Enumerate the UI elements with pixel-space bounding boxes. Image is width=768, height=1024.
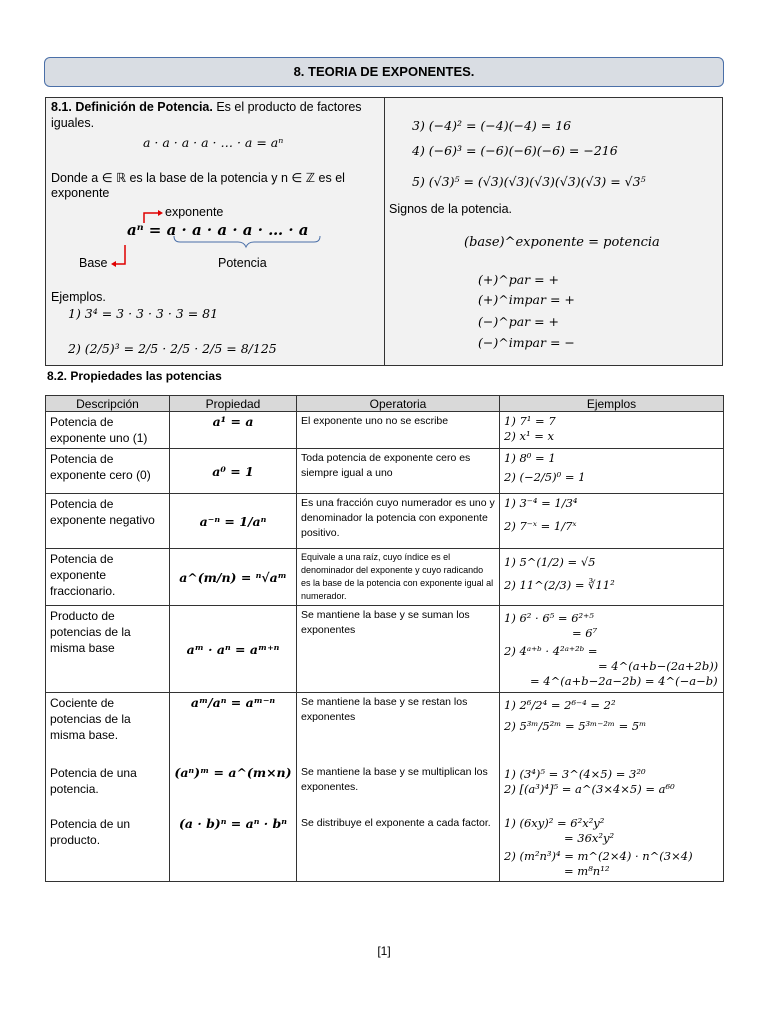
row-description: Potencia de un producto.: [46, 810, 170, 882]
example-line: = 4^(a+b−(2a+2b)): [598, 659, 719, 673]
row-examples: [500, 412, 724, 449]
row-description: Cociente de potencias de la misma base.: [46, 693, 170, 755]
header-propiedad: Propiedad: [170, 396, 297, 412]
row-property: aᵐ · aⁿ = aᵐ⁺ⁿ: [170, 606, 297, 693]
panel-divider: [384, 98, 385, 365]
table-row: [46, 412, 724, 449]
example-1: 1) 3⁴ = 3 · 3 · 3 · 3 = 81: [68, 306, 219, 321]
example-line: 1) 5^(1/2) = √5: [504, 555, 596, 569]
example-line: 1) 8⁰ = 1: [504, 451, 556, 465]
row-operation: Se mantiene la base y se multiplican los exponentes.: [297, 755, 500, 810]
definition-text: iguales.: [51, 116, 95, 130]
row-examples: [500, 494, 724, 549]
row-examples: [500, 606, 724, 693]
header-operatoria: Operatoria: [297, 396, 500, 412]
table-row: [46, 810, 724, 882]
example-4: 4) (−6)³ = (−6)(−6)(−6) = −216: [412, 143, 618, 158]
example-2: 2) (2/5)³ = 2/5 · 2/5 · 2/5 = 8/125: [68, 341, 277, 356]
sign-rule-2: (+)^impar = +: [478, 292, 575, 307]
signos-heading: Signos de la potencia.: [389, 202, 513, 216]
row-description: Potencia de una potencia.: [46, 755, 170, 810]
page-number: [1]: [377, 944, 391, 958]
example-line: 2) (−2/5)⁰ = 1: [504, 470, 586, 484]
row-operation: Equivale a una raíz, cuyo índice es el denominador del exponente y cuyo radicando es la base de la potencia con exponente igual al numerador.: [297, 549, 500, 606]
row-property: a⁰ = 1: [170, 449, 297, 494]
table-row: [46, 606, 724, 693]
power-diagram: [46, 98, 384, 273]
example-line: = m⁸n¹²: [564, 863, 610, 878]
sign-rule-4: (−)^impar = −: [478, 335, 575, 350]
example-line: 2) 5³ᵐ/5²ᵐ = 5³ᵐ⁻²ᵐ = 5ᵐ: [504, 719, 647, 733]
row-property: aᵐ/aⁿ = aᵐ⁻ⁿ: [170, 693, 297, 755]
row-operation: El exponente uno no se escribe: [297, 412, 500, 449]
example-line: = 4^(a+b−2a−2b) = 4^(−a−b): [530, 674, 718, 688]
table-row: [46, 494, 724, 549]
example-3: 3) (−4)² = (−4)(−4) = 16: [412, 118, 572, 133]
row-property: (aⁿ)ᵐ = a^(m×n): [170, 755, 297, 810]
row-property: a¹ = a: [170, 412, 297, 449]
example-line: = 6⁷: [572, 626, 598, 640]
table-row: [46, 755, 724, 810]
row-property: a⁻ⁿ = 1/aⁿ: [170, 494, 297, 549]
row-operation: Toda potencia de exponente cero es siempre igual a uno: [297, 449, 500, 494]
sign-rule-3: (−)^par = +: [478, 314, 560, 329]
row-description: Producto de potencias de la misma base: [46, 606, 170, 693]
page-title: 8. TEORIA DE EXPONENTES.: [44, 57, 724, 87]
row-description: Potencia de exponente cero (0): [46, 449, 170, 494]
example-line: 1) (6xy)² = 6²x²y²: [504, 815, 605, 830]
example-line: 2) 11^(2/3) = ∛11²: [504, 578, 615, 592]
example-line: 2) 4ᵃ⁺ᵇ · 4²ᵃ⁺²ᵇ =: [504, 644, 598, 658]
donde-text-1: Donde a ∈ ℝ es la base de la potencia y n ∈ ℤ es el: [51, 171, 345, 185]
table-header-row: [46, 396, 724, 412]
donde-text-2: exponente: [51, 186, 110, 200]
exponente-label: exponente: [165, 205, 224, 219]
row-examples: [500, 449, 724, 494]
base-label: Base: [79, 256, 108, 270]
definition-formula: a · a · a · a · … · a = aⁿ: [143, 135, 284, 150]
row-operation: Es una fracción cuyo numerador es uno y denominador la potencia con exponente positivo.: [297, 494, 500, 549]
potencia-label: Potencia: [218, 256, 267, 270]
example-line: = 36x²y²: [564, 830, 615, 845]
row-operation: Se mantiene la base y se restan los exponentes: [297, 693, 500, 755]
header-descripcion: Descripción: [46, 396, 170, 412]
table-row: [46, 449, 724, 494]
table-row: [46, 549, 724, 606]
definition-heading: 8.1. Definición de Potencia. Es el producto de factores: [51, 100, 362, 114]
header-ejemplos: Ejemplos: [500, 396, 724, 412]
example-line: 1) (3⁴)⁵ = 3^(4×5) = 3²⁰: [504, 766, 646, 781]
row-description: Potencia de exponente negativo: [46, 494, 170, 549]
row-property: (a · b)ⁿ = aⁿ · bⁿ: [170, 810, 297, 882]
example-line: 2) (m²n³)⁴ = m^(2×4) · n^(3×4): [504, 848, 693, 863]
row-property: a^(m/n) = ⁿ√aᵐ: [170, 549, 297, 606]
example-line: 1) 7¹ = 7: [504, 414, 556, 428]
example-line: 1) 6² · 6⁵ = 6²⁺⁵: [504, 611, 594, 625]
row-examples: [500, 755, 724, 810]
signos-formula: (base)^exponente = potencia: [464, 235, 660, 250]
example-line: 1) 2⁶/2⁴ = 2⁶⁻⁴ = 2²: [504, 698, 616, 712]
table-row: [46, 693, 724, 755]
example-5: 5) (√3)⁵ = (√3)(√3)(√3)(√3)(√3) = √3⁵: [412, 174, 646, 189]
row-examples: [500, 693, 724, 755]
row-description: Potencia de exponente fraccionario.: [46, 549, 170, 606]
example-line: 2) 7⁻ˣ = 1/7ˣ: [504, 519, 577, 533]
row-examples: [500, 810, 724, 882]
section-heading: 8.2. Propiedades las potencias: [47, 369, 222, 383]
sign-rule-1: (+)^par = +: [478, 272, 560, 287]
properties-table: [45, 395, 724, 882]
diagram-formula: aⁿ = a · a · a · a · … · a: [127, 221, 309, 239]
definition-panel: [45, 97, 723, 366]
row-examples: [500, 549, 724, 606]
example-line: 2) x¹ = x: [504, 429, 554, 443]
example-line: 2) [(a³)⁴]⁵ = a^(3×4×5) = a⁶⁰: [504, 781, 675, 796]
example-line: 1) 3⁻⁴ = 1/3⁴: [504, 496, 578, 510]
row-description: Potencia de exponente uno (1): [46, 412, 170, 449]
ejemplos-heading: Ejemplos.: [51, 290, 106, 304]
row-operation: Se distribuye el exponente a cada factor.: [297, 810, 500, 882]
row-operation: Se mantiene la base y se suman los exponentes: [297, 606, 500, 693]
